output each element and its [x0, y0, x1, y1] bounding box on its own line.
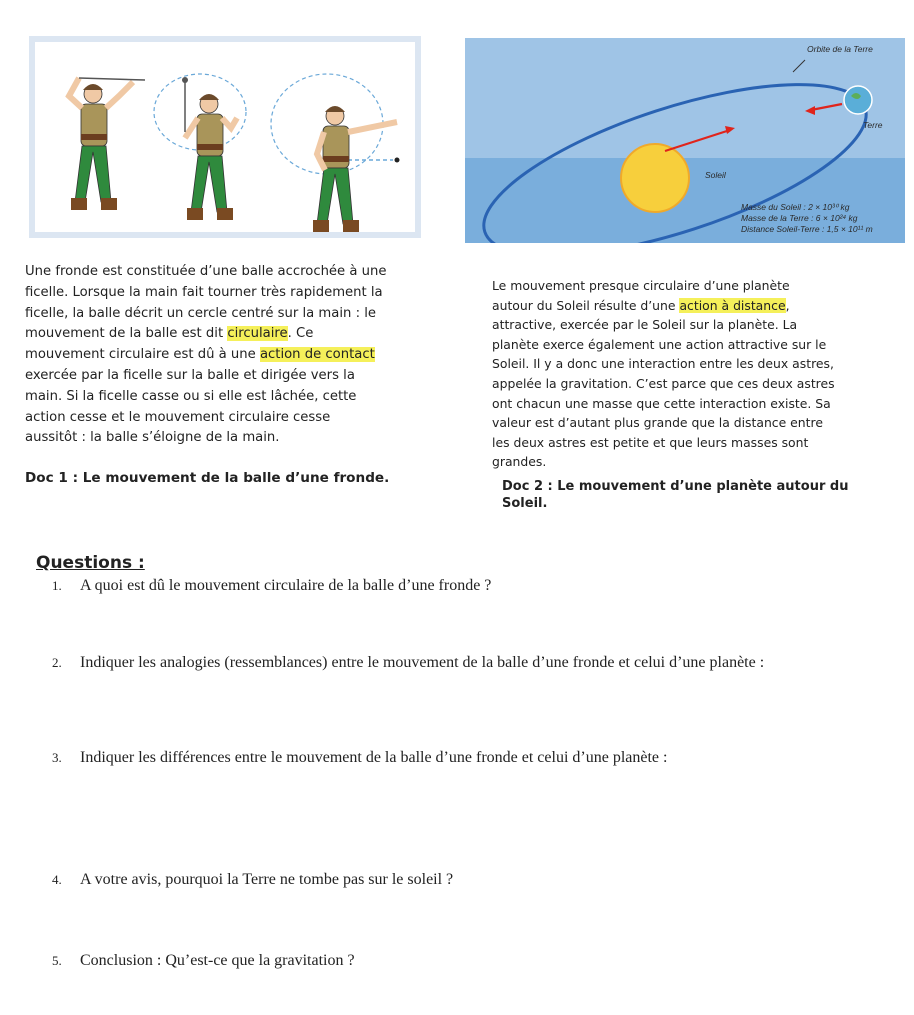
doc2-paragraph: [492, 276, 892, 472]
question-text: Conclusion : Qu’est-ce que la gravitation ?: [80, 952, 355, 969]
doc2-line: planète exerce également une action attractive sur le: [492, 336, 827, 352]
question-3: [52, 749, 667, 767]
text-fragment: ,: [785, 297, 790, 313]
question-4: [52, 871, 453, 889]
question-number: 3.: [52, 750, 62, 765]
sun-mass: Masse du Soleil : 2 × 10³⁰ kg: [741, 202, 850, 212]
question-number: 2.: [52, 655, 62, 670]
orbit-illustration: [465, 38, 905, 243]
text-fragment: mouvement circulaire est dû à une: [25, 347, 260, 363]
orbit-label: Orbite de la Terre: [807, 44, 873, 54]
doc1-line: aussitôt : la balle s’éloigne de la main.: [25, 430, 280, 446]
question-text: Indiquer les analogies (ressemblances) entre le mouvement de la balle d’une fronde et celui d’une planète :: [80, 654, 765, 671]
sling-illustration: [35, 42, 415, 232]
question-number: 5.: [52, 953, 62, 968]
doc1-line: ficelle. Lorsque la main fait tourner très rapidement la: [25, 284, 383, 300]
released-ball: [395, 158, 400, 163]
doc2-line: les deux astres est petite et que leurs masses sont: [492, 434, 809, 450]
sun-earth-distance: Distance Soleil-Terre : 1,5 × 10¹¹ m: [741, 224, 873, 234]
highlight-action-distance: action à distance: [679, 297, 786, 313]
doc1-line: ficelle, la balle décrit un cercle centré sur la main : le: [25, 305, 376, 321]
question-2: [52, 654, 764, 672]
question-text: A votre avis, pourquoi la Terre ne tombe pas sur le soleil ?: [80, 871, 454, 888]
doc2-caption-line: Soleil.: [502, 496, 548, 511]
doc2-line: grandes.: [492, 454, 547, 470]
text-fragment: mouvement de la balle est dit: [25, 326, 228, 342]
questions-title: Questions :: [36, 553, 145, 573]
highlight-circulaire: circulaire: [227, 326, 288, 342]
doc2-line: attractive, exercée par le Soleil sur la planète. La: [492, 317, 798, 333]
doc2-figure-orbit: [465, 38, 905, 243]
doc2-line: valeur est d’autant plus grande que la distance entre: [492, 415, 823, 431]
doc1-line: exercée par la ficelle sur la balle et dirigée vers la: [25, 367, 355, 383]
earth-mass: Masse de la Terre : 6 × 10²⁴ kg: [741, 213, 858, 223]
doc1-line: main. Si la ficelle casse ou si elle est lâchée, cette: [25, 388, 357, 404]
doc2-line: Soleil. Il y a donc une interaction entre les deux astres,: [492, 356, 834, 372]
question-text: Indiquer les différences entre le mouvement de la balle d’une fronde et celui d’une planète :: [80, 749, 668, 766]
sun: [621, 144, 689, 212]
question-text: A quoi est dû le mouvement circulaire de la balle d’une fronde ?: [80, 577, 492, 594]
earth-label: Terre: [863, 120, 883, 130]
question-1: [52, 577, 491, 595]
text-fragment: autour du Soleil résulte d’une: [492, 297, 680, 313]
slinger-figure-2: [182, 77, 237, 220]
doc1-line: [25, 324, 445, 345]
question-number: 1.: [52, 578, 62, 593]
doc2-line: ont chacun une masse que cette interaction existe. Sa: [492, 395, 831, 411]
text-fragment: . Ce: [287, 326, 314, 342]
doc2-line: [492, 296, 892, 316]
sun-label: Soleil: [705, 170, 726, 180]
doc2-line: appelée la gravitation. C’est parce que ces deux astres: [492, 375, 835, 391]
question-5: [52, 952, 355, 970]
doc2-caption-line: Doc 2 : Le mouvement d’une planète autour du: [502, 479, 849, 494]
slinger-figure-3: [313, 106, 397, 232]
question-number: 4.: [52, 872, 62, 887]
highlight-action-contact: action de contact: [259, 347, 375, 363]
doc1-paragraph: [25, 262, 445, 449]
doc1-line: Une fronde est constituée d’une balle accrochée à une: [25, 264, 387, 279]
slinger-figure-1: [69, 78, 145, 210]
doc2-caption: [502, 479, 848, 511]
doc1-line: action cesse et le mouvement circulaire cesse: [25, 409, 331, 425]
earth: [844, 86, 872, 114]
doc1-line: [25, 345, 445, 366]
doc1-caption: Doc 1 : Le mouvement de la balle d’une fronde.: [25, 470, 390, 486]
doc2-line: Le mouvement presque circulaire d’une planète: [492, 278, 790, 293]
doc1-figure-sling: [29, 36, 421, 238]
